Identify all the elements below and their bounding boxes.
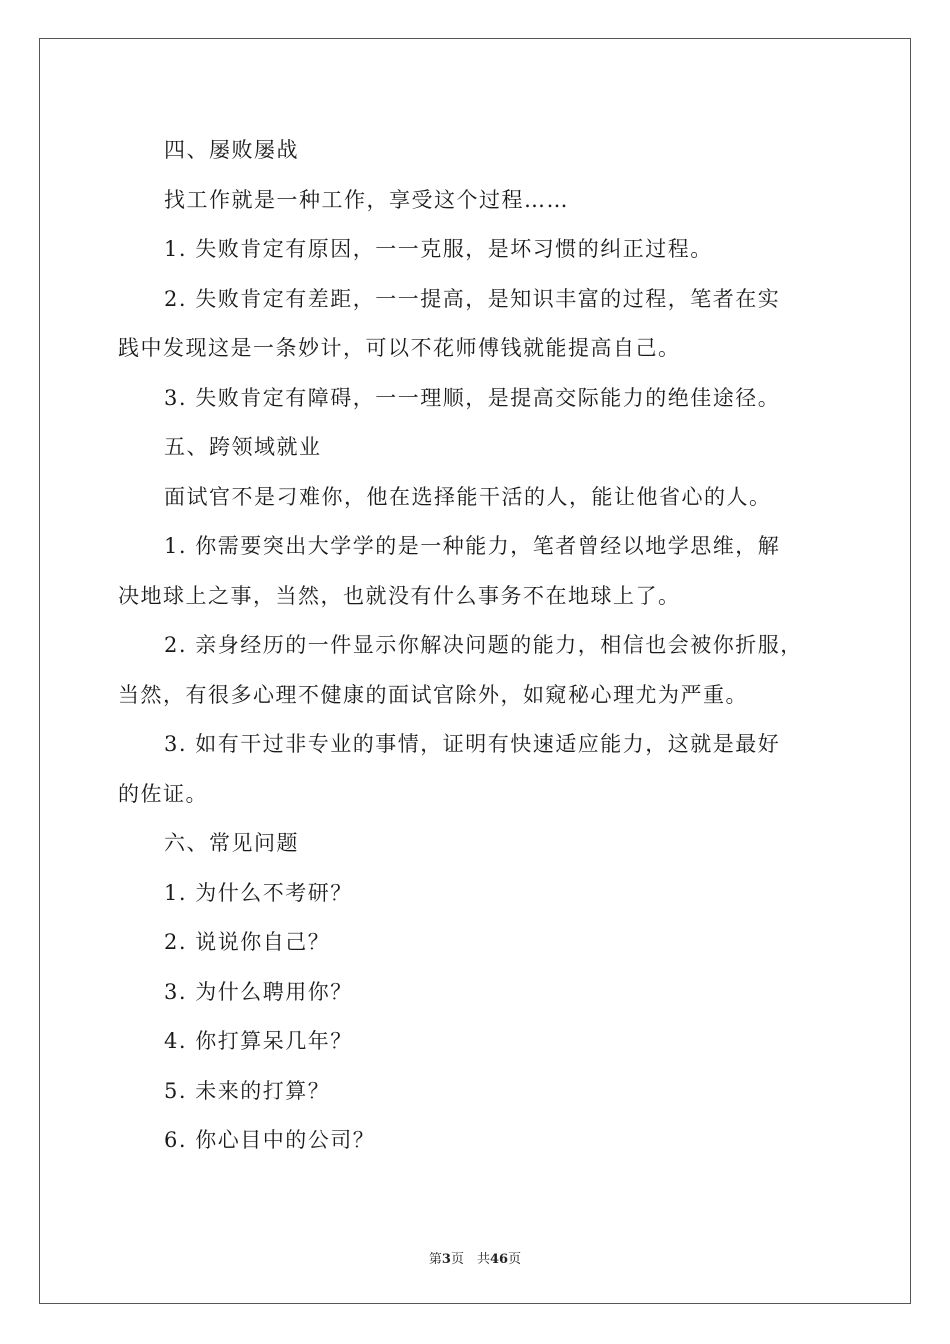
list-item: 1. 你需要突出大学学的是一种能力，笔者曾经以地学思维，解: [164, 534, 781, 558]
list-item-continuation: 当然，有很多心理不健康的面试官除外，如窥秘心理尤为严重。: [118, 682, 748, 707]
page-footer: [0, 1248, 950, 1267]
paragraph: 找工作就是一种工作，享受这个过程……: [164, 187, 569, 212]
question-item: 2. 说说你自己？: [164, 930, 331, 954]
total-page-number: 46: [489, 1252, 509, 1267]
list-item: 1. 失败肯定有原因，一一克服，是坏习惯的纠正过程。: [164, 237, 713, 261]
list-item: 3. 失败肯定有障碍，一一理顺，是提高交际能力的绝佳途径。: [164, 385, 781, 410]
list-item-continuation: 决地球上之事，当然，也就没有什么事务不在地球上了。: [118, 583, 681, 608]
current-page-number: 3: [441, 1252, 451, 1267]
question-item: 3. 为什么聘用你？: [164, 979, 353, 1004]
footer-suffix: 页: [508, 1252, 522, 1267]
list-item: 3. 如有干过非专业的事情，证明有快速适应能力，这就是最好: [164, 732, 781, 756]
footer-mid: 页 共: [450, 1252, 490, 1267]
footer-prefix: 第: [428, 1252, 442, 1267]
list-item: 2. 失败肯定有差距，一一提高，是知识丰富的过程，笔者在实: [164, 286, 781, 311]
question-item: 6. 你心目中的公司？: [164, 1128, 376, 1152]
list-item: 2. 亲身经历的一件显示你解决问题的能力，相信也会被你折服，: [164, 633, 803, 657]
section-heading: 六、常见问题: [164, 831, 299, 855]
section-heading: 五、跨领域就业: [164, 435, 322, 459]
question-item: 5. 未来的打算？: [164, 1078, 331, 1103]
list-item-continuation: 践中发现这是一条妙计，可以不花师傅钱就能提高自己。: [118, 336, 681, 360]
question-item: 1. 为什么不考研？: [164, 880, 353, 905]
document-body: [118, 126, 838, 1166]
paragraph: 面试官不是刁难你，他在选择能干活的人，能让他省心的人。: [164, 484, 772, 509]
question-item: 4. 你打算呆几年？: [164, 1029, 353, 1053]
section-heading: 四、屡败屡战: [164, 138, 299, 162]
list-item-continuation: 的佐证。: [118, 781, 208, 806]
